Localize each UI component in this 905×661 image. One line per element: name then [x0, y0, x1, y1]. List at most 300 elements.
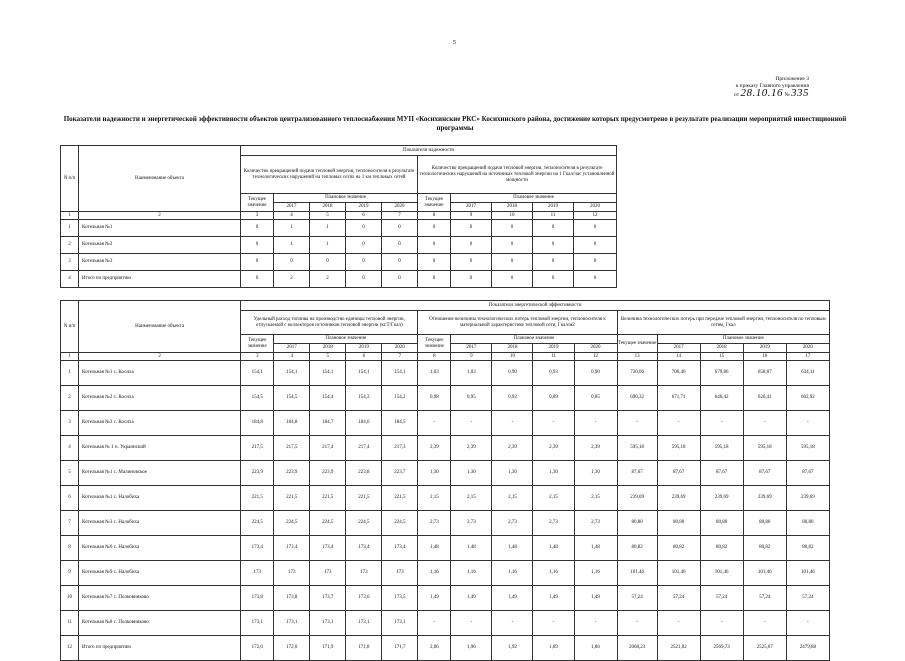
value-cell: 2,73	[451, 511, 492, 536]
efficiency-row	[61, 586, 830, 611]
value-cell: 1,48	[451, 536, 492, 561]
value-cell: 224,5	[346, 511, 382, 536]
value-cell: 1,30	[451, 461, 492, 486]
column-number: 11	[533, 212, 574, 220]
value-cell: 1,92	[492, 636, 533, 661]
value-cell: 0	[574, 271, 617, 288]
efficiency-sub1-header: Удельный расход топлива на производство единицы тепловой энергии, отпускаемой с коллекторов источников тепловой энергии (кг.Т/Гкал)	[241, 311, 418, 335]
value-cell: 223,9	[310, 461, 346, 486]
efficiency-sub2-header: Отношение величины технологических потерь тепловой энергии, теплоносителя к материальной характеристике тепловой сети, Гкал/м2	[418, 311, 617, 335]
value-cell: 57,24	[657, 586, 700, 611]
value-cell: 184,8	[274, 411, 310, 436]
current-value-header: Текущее значение	[418, 335, 451, 353]
value-cell: 173,1	[346, 611, 382, 636]
column-number: 5	[310, 212, 346, 220]
value-cell: 80,80	[786, 511, 829, 536]
value-cell: 173,4	[274, 536, 310, 561]
planned-value-header: Плановое значение	[274, 194, 418, 203]
appendix-order-ref: к приказу Главного управления	[735, 83, 809, 89]
value-cell: 0,90	[574, 361, 617, 386]
year-header: 2017	[657, 344, 700, 353]
current-value-header: Текущее значение	[418, 194, 451, 212]
year-header: 2020	[382, 203, 418, 212]
value-cell: 671,71	[657, 386, 700, 411]
reliability-sub2-header: Количество прекращений подачи тепловой энергии, теплоносителя в результате технологических нарушений на источниках тепловой энергии на 1 Гкал/час установленной мощности	[418, 156, 617, 194]
value-cell: 221,5	[241, 486, 274, 511]
value-cell: -	[786, 411, 829, 436]
column-number: 9	[451, 353, 492, 361]
year-header: 2020	[574, 344, 617, 353]
row-number: 1	[61, 220, 79, 237]
column-number: 9	[451, 212, 492, 220]
value-cell: 224,5	[274, 511, 310, 536]
value-cell: 173,6	[346, 586, 382, 611]
value-cell: 595,18	[786, 436, 829, 461]
object-name: Итого по предприятию	[79, 271, 241, 288]
efficiency-group-header: Показатели энергетической эффективности	[241, 301, 830, 311]
value-cell: 0	[241, 220, 274, 237]
value-cell: 2,15	[451, 486, 492, 511]
year-header: 2019	[346, 203, 382, 212]
value-cell: 658,87	[743, 361, 786, 386]
year-header: 2017	[274, 344, 310, 353]
value-cell: 2,15	[533, 486, 574, 511]
column-number: 8	[418, 212, 451, 220]
value-cell: 0	[346, 254, 382, 271]
value-cell: 2,39	[574, 436, 617, 461]
value-cell: 602,92	[786, 386, 829, 411]
value-cell: 2569,73	[700, 636, 743, 661]
number-label: №	[784, 92, 790, 98]
year-header: 2017	[451, 344, 492, 353]
row-number: 1	[61, 361, 79, 386]
value-cell: -	[743, 411, 786, 436]
date-prefix: от	[734, 92, 740, 98]
value-cell: 57,24	[700, 586, 743, 611]
efficiency-row	[61, 486, 830, 511]
column-number: 8	[418, 353, 451, 361]
value-cell: 2,39	[418, 436, 451, 461]
value-cell: 80,82	[786, 536, 829, 561]
value-cell: 595,18	[743, 436, 786, 461]
value-cell: 0	[241, 237, 274, 254]
year-header: 2019	[346, 344, 382, 353]
value-cell: 0	[382, 254, 418, 271]
current-value-header: Текущее значение	[617, 335, 657, 353]
column-number: 3	[241, 212, 274, 220]
column-number: 4	[274, 353, 310, 361]
column-number: 15	[700, 353, 743, 361]
reliability-row	[61, 254, 617, 271]
value-cell: 1,30	[492, 461, 533, 486]
column-number: 1	[61, 212, 79, 220]
value-cell: 1,30	[574, 461, 617, 486]
value-cell: 224,5	[310, 511, 346, 536]
value-cell: 173	[310, 561, 346, 586]
value-cell: 173,4	[382, 536, 418, 561]
value-cell: 2,15	[574, 486, 617, 511]
value-cell: 0	[418, 220, 451, 237]
value-cell: 2068,23	[617, 636, 657, 661]
row-number: 9	[61, 561, 79, 586]
object-name: Котельная №3	[79, 254, 241, 271]
reliability-table	[60, 145, 617, 288]
column-number: 12	[574, 212, 617, 220]
value-cell: 595,18	[617, 436, 657, 461]
value-cell: 1,16	[418, 561, 451, 586]
value-cell: 2,73	[492, 511, 533, 536]
value-cell: 57,24	[617, 586, 657, 611]
value-cell: 0,95	[451, 386, 492, 411]
value-cell: 1,89	[533, 636, 574, 661]
value-cell: 0,98	[418, 386, 451, 411]
value-cell: 221,5	[310, 486, 346, 511]
value-cell: 87,67	[657, 461, 700, 486]
value-cell: 1,03	[418, 361, 451, 386]
col-name-header: Наименование объекта	[79, 301, 241, 353]
value-cell: 154,5	[274, 386, 310, 411]
value-cell: 221,5	[346, 486, 382, 511]
column-number-row	[61, 212, 617, 220]
value-cell: 690,32	[617, 386, 657, 411]
column-number-row	[61, 353, 830, 361]
object-name: Итого по предприятию	[79, 636, 241, 661]
value-cell: 101,46	[786, 561, 829, 586]
value-cell: 595,18	[657, 436, 700, 461]
column-number: 12	[574, 353, 617, 361]
value-cell: 87,67	[617, 461, 657, 486]
value-cell: 2,06	[418, 636, 451, 661]
value-cell: 239,69	[617, 486, 657, 511]
document-title: Показатели надежности и энергетической эффективности объектов централизованного теплоснабжения МУП «Косихинские РКС» Косихинского района, достижение которых предусмотрено в результате реализации мероприятий инвестиционной программы	[63, 115, 847, 132]
year-header: 2019	[533, 344, 574, 353]
column-number: 7	[382, 353, 418, 361]
value-cell: 2,73	[418, 511, 451, 536]
value-cell: -	[700, 411, 743, 436]
value-cell: 171,7	[382, 636, 418, 661]
appendix-title: Приложение 3	[775, 76, 809, 82]
column-number: 4	[274, 212, 310, 220]
value-cell: 0	[241, 254, 274, 271]
value-cell: 0	[418, 237, 451, 254]
object-name: Котельная № 1 п. Украинский	[79, 436, 241, 461]
value-cell: 154,1	[310, 361, 346, 386]
value-cell: 0	[274, 254, 310, 271]
efficiency-sub3-header: Величина технологических потерь при передаче тепловой энергии, теплоносителя по тепловым сетям, Гкал	[617, 311, 829, 335]
value-cell: 0	[492, 220, 533, 237]
value-cell: -	[451, 411, 492, 436]
year-header: 2019	[743, 344, 786, 353]
value-cell: 2,73	[574, 511, 617, 536]
value-cell: 706,46	[657, 361, 700, 386]
value-cell: 0	[451, 220, 492, 237]
value-cell: 173	[274, 561, 310, 586]
value-cell: 0	[492, 271, 533, 288]
page-number: 5	[453, 40, 456, 46]
value-cell: 1,48	[533, 536, 574, 561]
value-cell: 1	[310, 220, 346, 237]
row-number: 2	[61, 386, 79, 411]
value-cell: 80,80	[743, 511, 786, 536]
value-cell: 0	[382, 271, 418, 288]
value-cell: 154,1	[382, 361, 418, 386]
value-cell: 0	[310, 254, 346, 271]
value-cell: -	[617, 611, 657, 636]
value-cell: 57,24	[743, 586, 786, 611]
value-cell: 223,7	[382, 461, 418, 486]
value-cell: 646,42	[700, 386, 743, 411]
object-name: Котельная №1 с. Налобиха	[79, 486, 241, 511]
value-cell: 2	[310, 271, 346, 288]
value-cell: 80,80	[657, 511, 700, 536]
efficiency-row	[61, 436, 830, 461]
value-cell: 0	[346, 271, 382, 288]
value-cell: 626,41	[743, 386, 786, 411]
value-cell: 173,1	[382, 611, 418, 636]
value-cell: 80,82	[700, 536, 743, 561]
column-number: 14	[657, 353, 700, 361]
value-cell: 634,11	[786, 361, 829, 386]
planned-value-header: Плановое значение	[274, 335, 418, 344]
value-cell: 0	[451, 271, 492, 288]
efficiency-row	[61, 611, 830, 636]
value-cell: 1,48	[418, 536, 451, 561]
value-cell: 217,4	[310, 436, 346, 461]
value-cell: 0	[418, 254, 451, 271]
year-header: 2020	[382, 344, 418, 353]
efficiency-row	[61, 461, 830, 486]
value-cell: 154,1	[274, 361, 310, 386]
value-cell: 217,4	[346, 436, 382, 461]
value-cell: 239,69	[657, 486, 700, 511]
value-cell: 173,1	[241, 611, 274, 636]
value-cell: 0	[533, 254, 574, 271]
value-cell: 0	[492, 254, 533, 271]
value-cell: 0	[492, 237, 533, 254]
value-cell: 173,4	[310, 536, 346, 561]
value-cell: 80,80	[617, 511, 657, 536]
reliability-row	[61, 237, 617, 254]
value-cell: 101,46	[700, 561, 743, 586]
object-name: Котельная №1 с. Косиха	[79, 361, 241, 386]
object-name: Котельная №3 с. Косиха	[79, 411, 241, 436]
column-number: 5	[310, 353, 346, 361]
value-cell: 217,5	[241, 436, 274, 461]
value-cell: 217,5	[274, 436, 310, 461]
value-cell: -	[533, 411, 574, 436]
value-cell: 223,9	[241, 461, 274, 486]
value-cell: 0,92	[492, 386, 533, 411]
appendix-date-line	[649, 87, 809, 99]
value-cell: 720,06	[617, 361, 657, 386]
value-cell: 0,85	[574, 386, 617, 411]
value-cell: 2525,07	[743, 636, 786, 661]
value-cell: -	[492, 411, 533, 436]
value-cell: 2	[274, 271, 310, 288]
value-cell: 80,80	[700, 511, 743, 536]
planned-value-header: Плановое значение	[451, 335, 617, 344]
object-name: Котельная №1 с. Малиновское	[79, 461, 241, 486]
value-cell: 0	[418, 271, 451, 288]
reliability-group-header: Показатели надежности	[241, 146, 617, 156]
value-cell: 1,86	[574, 636, 617, 661]
efficiency-row	[61, 511, 830, 536]
column-number: 10	[492, 353, 533, 361]
value-cell: 0	[533, 271, 574, 288]
object-name: Котельная №7 с. Полковниково	[79, 586, 241, 611]
efficiency-row	[61, 536, 830, 561]
efficiency-row	[61, 386, 830, 411]
row-number: 2	[61, 237, 79, 254]
value-cell: -	[743, 611, 786, 636]
planned-value-header: Плановое значение	[657, 335, 829, 344]
column-number: 3	[241, 353, 274, 361]
year-header: 2020	[574, 203, 617, 212]
object-name: Котельная №9 с. Налобиха	[79, 561, 241, 586]
value-cell: 154,1	[346, 361, 382, 386]
object-name: Котельная №8 с. Полковниково	[79, 611, 241, 636]
value-cell: 173,4	[241, 536, 274, 561]
value-cell: 154,2	[382, 386, 418, 411]
value-cell: 80,82	[617, 536, 657, 561]
value-cell: 2,39	[492, 436, 533, 461]
column-number: 2	[79, 212, 241, 220]
value-cell: 101,46	[743, 561, 786, 586]
value-cell: -	[533, 611, 574, 636]
value-cell: 223,8	[346, 461, 382, 486]
year-header: 2017	[451, 203, 492, 212]
row-number: 3	[61, 254, 79, 271]
value-cell: 173	[382, 561, 418, 586]
value-cell: 0,90	[492, 361, 533, 386]
year-header: 2018	[492, 344, 533, 353]
value-cell: 1,30	[418, 461, 451, 486]
value-cell: 154,4	[310, 386, 346, 411]
reliability-table-body	[61, 220, 617, 288]
column-number: 6	[346, 212, 382, 220]
value-cell: 1	[310, 237, 346, 254]
row-number: 6	[61, 486, 79, 511]
value-cell: 0	[574, 237, 617, 254]
value-cell: 0	[346, 237, 382, 254]
row-number: 7	[61, 511, 79, 536]
value-cell: 221,5	[274, 486, 310, 511]
value-cell: 221,5	[382, 486, 418, 511]
col-np-header: N п/п	[61, 146, 79, 212]
value-cell: 80,82	[743, 536, 786, 561]
year-header: 2017	[274, 203, 310, 212]
value-cell: 1	[274, 220, 310, 237]
efficiency-row	[61, 361, 830, 386]
value-cell: 224,5	[241, 511, 274, 536]
value-cell: 184,8	[241, 411, 274, 436]
year-header: 2018	[310, 344, 346, 353]
value-cell: 2,39	[533, 436, 574, 461]
row-number: 11	[61, 611, 79, 636]
value-cell: -	[786, 611, 829, 636]
value-cell: 1,03	[451, 361, 492, 386]
value-cell: 0,89	[533, 386, 574, 411]
efficiency-row	[61, 411, 830, 436]
appendix-number: 335	[791, 87, 809, 99]
reliability-row	[61, 271, 617, 288]
efficiency-row	[61, 561, 830, 586]
value-cell: 1,48	[574, 536, 617, 561]
value-cell: 172,0	[274, 636, 310, 661]
value-cell: 171,9	[310, 636, 346, 661]
value-cell: 217,3	[382, 436, 418, 461]
column-number: 2	[79, 353, 241, 361]
value-cell: 239,69	[786, 486, 829, 511]
value-cell: 0	[382, 220, 418, 237]
efficiency-table-body	[61, 361, 830, 661]
value-cell: 1,49	[533, 586, 574, 611]
column-number: 11	[533, 353, 574, 361]
value-cell: 154,1	[241, 361, 274, 386]
value-cell: 0	[533, 220, 574, 237]
row-number: 10	[61, 586, 79, 611]
row-number: 5	[61, 461, 79, 486]
column-number: 17	[786, 353, 829, 361]
value-cell: 2,73	[533, 511, 574, 536]
col-name-header: Наименование объекта	[79, 146, 241, 212]
value-cell: 0	[346, 220, 382, 237]
column-number: 10	[492, 212, 533, 220]
value-cell: 173,7	[310, 586, 346, 611]
row-number: 12	[61, 636, 79, 661]
value-cell: 184,6	[346, 411, 382, 436]
column-number: 1	[61, 353, 79, 361]
value-cell: -	[574, 611, 617, 636]
value-cell: 101,46	[617, 561, 657, 586]
value-cell: -	[617, 411, 657, 436]
efficiency-table	[60, 300, 830, 661]
value-cell: 1,48	[492, 536, 533, 561]
value-cell: -	[418, 411, 451, 436]
value-cell: 1	[274, 237, 310, 254]
year-header: 2018	[492, 203, 533, 212]
col-np-header: N п/п	[61, 301, 79, 353]
value-cell: 224,5	[382, 511, 418, 536]
value-cell: 87,67	[743, 461, 786, 486]
reliability-sub1-header: Количество прекращений подачи тепловой энергии, теплоносителя в результате технологических нарушений на тепловых сетях на 1 км тепловых сетей	[241, 156, 418, 194]
row-number: 3	[61, 411, 79, 436]
value-cell: 101,46	[657, 561, 700, 586]
value-cell: 154,3	[346, 386, 382, 411]
value-cell: 173,5	[382, 586, 418, 611]
value-cell: 679,86	[700, 361, 743, 386]
value-cell: 87,67	[786, 461, 829, 486]
value-cell: 1,49	[574, 586, 617, 611]
appendix-header	[649, 76, 809, 99]
value-cell: 1,49	[492, 586, 533, 611]
value-cell: -	[657, 411, 700, 436]
value-cell: -	[574, 411, 617, 436]
object-name: Котельная №2 с. Косиха	[79, 386, 241, 411]
value-cell: 239,69	[700, 486, 743, 511]
value-cell: 0	[574, 220, 617, 237]
object-name: Котельная №1	[79, 220, 241, 237]
value-cell: 239,69	[743, 486, 786, 511]
value-cell: 1,16	[451, 561, 492, 586]
value-cell: 1,30	[533, 461, 574, 486]
planned-value-header: Плановое значение	[451, 194, 617, 203]
value-cell: 184,5	[382, 411, 418, 436]
value-cell: 0	[574, 254, 617, 271]
object-name: Котельная №6 с. Налобиха	[79, 536, 241, 561]
column-number: 7	[382, 212, 418, 220]
value-cell: 173,1	[310, 611, 346, 636]
